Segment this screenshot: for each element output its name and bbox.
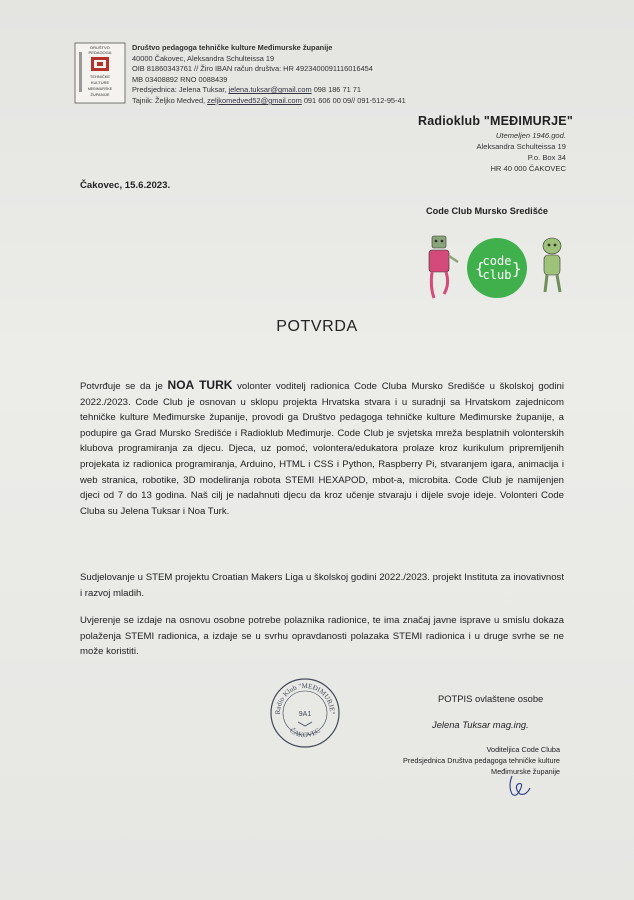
radioklub-city: HR 40 000 ČAKOVEC	[490, 164, 566, 173]
org-oib: OIB 81860343761 // Žiro IBAN račun društva: HR 4923400091116016454	[132, 64, 373, 74]
signatory-role-2: Predsjednica Društva pedagoga tehničke kulture	[403, 756, 560, 765]
president-phone: 098 186 71 71	[311, 85, 361, 95]
signatory-role-1: Voditeljica Code Cluba	[486, 745, 560, 754]
org-address: 40000 Čakovec, Aleksandra Schulteissa 19	[132, 53, 275, 63]
radioklub-street: Aleksandra Schulteissa 19	[476, 142, 566, 151]
document-date: Čakovec, 15.6.2023.	[80, 180, 171, 191]
svg-text:ČAKOVEC	[288, 726, 322, 739]
secretary-prefix: Tajnik: Željko Medved,	[132, 95, 208, 105]
code-club-name: Code Club Mursko Središće	[426, 206, 549, 216]
code-club-logo	[424, 232, 570, 304]
logo-line-5: MEĐIMURSKE	[87, 87, 113, 91]
president-prefix: Predsjednica: Jelena Tuksar,	[132, 85, 229, 95]
logo-word-code: code	[482, 254, 512, 268]
signatory-name: Jelena Tuksar mag.ing.	[432, 719, 529, 730]
document-title: POTVRDA	[276, 318, 358, 335]
radioklub-founded: Utemeljen 1946.god.	[495, 131, 566, 140]
stamp-text-top: Radio Klub "MEĐIMURJE"	[273, 681, 337, 715]
club-stamp	[268, 676, 342, 750]
radioklub-title: Radioklub "MEĐIMURJE"	[418, 114, 573, 128]
radioklub-pobox: P.o. Box 34	[527, 153, 566, 162]
robot-left-icon	[429, 236, 458, 298]
p1-start: Potvrđuje se da je	[80, 381, 168, 392]
logo-word-club: club	[482, 268, 512, 282]
person-name: NOA TURK	[167, 378, 233, 392]
letterhead	[132, 43, 406, 107]
secretary-email-link[interactable]: zeljkomedved52@gmail.com	[207, 95, 302, 105]
logo-line-6: ŽUPANIJE	[90, 92, 110, 97]
secretary-phone: 091 606 00 09// 091-512-95-41	[301, 95, 406, 105]
logo-line-3: TEHNIČKE	[89, 74, 111, 79]
stamp-text-bottom: ČAKOVEC	[288, 726, 322, 740]
org-name: Društvo pedagoga tehničke kulture Međimurske županije	[132, 43, 333, 52]
signature-label: POTPIS ovlaštene osobe	[438, 693, 544, 704]
paragraph-purpose: Uvjerenje se izdaje na osnovu osobne potrebe polaznika radionice, te ima značaj javne isprave u smislu dokaza polaženja STEMI radionica, a izdaje se u svrhu opravdanosti polazaka STEMI radionica i u druge svrhe se ne može koristiti.	[80, 615, 564, 658]
robot-right-icon	[543, 238, 561, 292]
signatory-role-3: Međimurske županije	[491, 767, 560, 776]
president-email-link[interactable]: jelena.tuksar@gmail.com	[228, 85, 312, 95]
stamp-center: 9A1	[298, 711, 312, 718]
logo-line-2: PEDAGOGA	[88, 50, 112, 55]
handwritten-signature	[504, 772, 534, 800]
logo-line-4: KULTURE	[90, 80, 110, 85]
logo-line-1: DRUŠTVO	[90, 45, 110, 50]
svg-text:{: {	[475, 259, 485, 278]
president-line	[132, 85, 406, 96]
society-logo	[74, 42, 126, 104]
paragraph-main	[80, 378, 564, 519]
secretary-line	[132, 96, 406, 107]
svg-text:}: }	[512, 259, 522, 278]
p1-rest: volonter voditelj radionica Code Cluba Mursko Središće u školskoj godini 2022./2023. Code Club je osnovan u sklopu projekta Hrvatska stvara i u suradnji sa Hrvatskom zajednicom tehničke kulture Međimurske županije, provodi ga Društvo pedagoga tehničke kulture Međimurske županije, a podupire ga Grad Mursko Središće i Radioklub Međimurje. Code Club je svjetska mreža besplatnih volonterskih klubova programiranja za djecu. Djeca, uz pomoć, volontera/edukatora prolaze kroz kurikulum pripremljenih projekata iz radionica programiranja, Arduino, HTML i CSS i Python, Raspberry Pi, stvaranjem igara, animacija i web stranica, robotike, 3D modeliranja robota STEMI HEXAPOD, mbot-a, microbita. Code Club je namijenjen djeci od 7 do 13 godina. Naš cilj je nadahnuti djecu da kroz učenje stvaraju i dijele svoje ideje. Volonteri Code Cluba su Jelena Tuksar i Noa Turk.	[80, 381, 564, 517]
org-mb: MB 03408892 RNO 0088439	[132, 74, 228, 84]
paragraph-stem: Sudjelovanje u STEM projektu Croatian Makers Liga u školskoj godini 2022./2023. projekt Instituta za inovativnost i razvoj mladih.	[80, 572, 564, 599]
